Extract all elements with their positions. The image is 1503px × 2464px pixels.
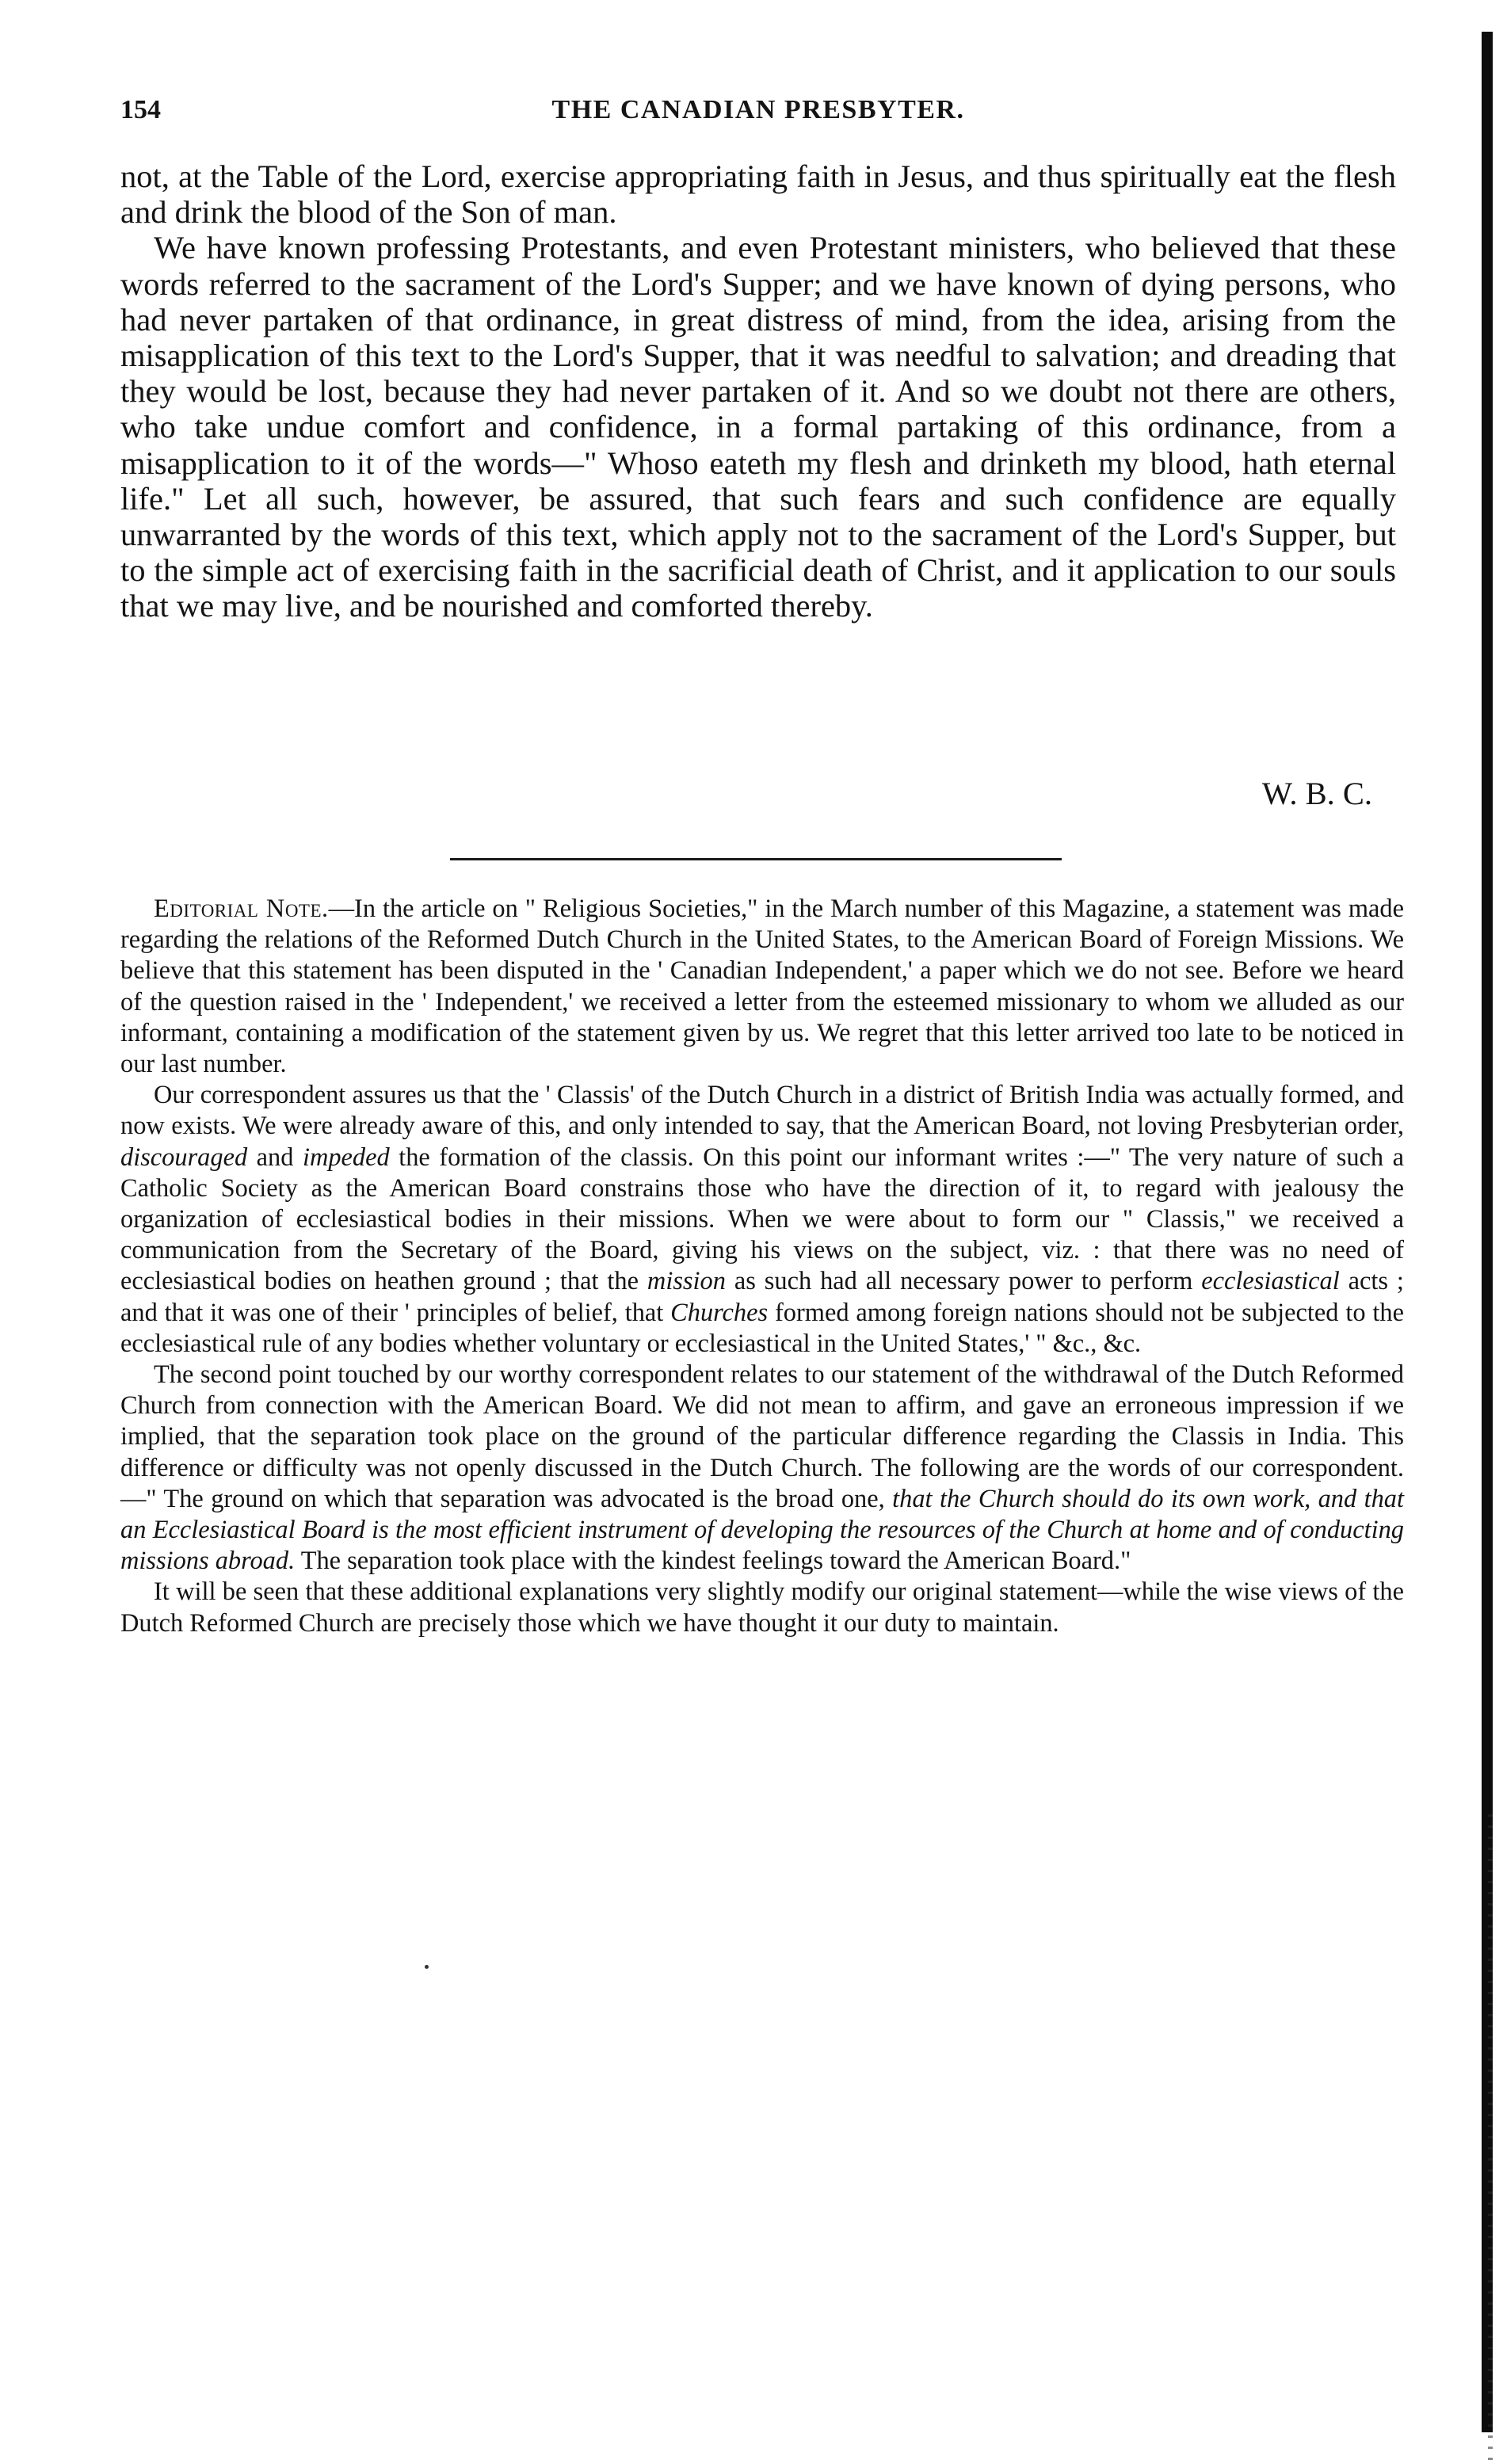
running-header: [120, 95, 1396, 135]
note-italic: impeded: [302, 1142, 390, 1172]
note-text: The separation took place with the kindest feelings toward the American Board.": [300, 1547, 1131, 1576]
note-italic: ecclesiastical: [1201, 1267, 1340, 1296]
note-paragraph-2: [120, 1080, 1404, 1360]
note-italic: discouraged: [120, 1142, 248, 1172]
author-signature: W. B. C.: [1261, 776, 1372, 811]
note-text: the formation of the classis. On this point our informant writes :—" The very nature of such a Catholic Society as the American Board constrains those who have the direction of it, to regard with jealousy the organization of ecclesiastical bodies in their missions. When we were about to form our " Classis," we received a communication from the Secretary of the Board, giving his views on the subject, viz. : that there was no need of ecclesiastical bodies on heathen ground ; that the: [120, 1142, 1404, 1296]
running-title: THE CANADIAN PRESBYTER.: [551, 95, 965, 124]
page-number: 154: [120, 95, 161, 124]
note-paragraph-1: [120, 894, 1404, 1080]
note-paragraph-4: It will be seen that these additional explanations very slightly modify our original statement—while the wise views of the Dutch Reformed Church are precisely those which we have thought it our duty to maintain.: [120, 1577, 1404, 1638]
note-text: formed among foreign nations should not be subjected to the ecclesiastical rule of any bodies whether voluntary or ecclesiastical in the United States,' " &c., &c.: [120, 1298, 1404, 1358]
print-speck: [425, 1965, 429, 1969]
section-divider: [450, 858, 1062, 860]
note-italic: mission: [647, 1267, 726, 1296]
note-heading: Editorial Note.: [154, 894, 329, 923]
note-text: Our correspondent assures us that the ' Classis' of the Dutch Church in a district of British India was actually formed, and now exists. We were already aware of this, and only intended to say, that the American Board, not loving Presbyterian order,: [120, 1081, 1404, 1141]
article-body: [120, 158, 1396, 624]
page-binding-edge: [1482, 32, 1493, 2432]
note-text: as such had all necessary power to perform: [734, 1267, 1193, 1296]
note-paragraph-1-text: —In the article on " Religious Societies," in the March number of this Magazine, a statement was made regarding the relations of the Reformed Dutch Church in the United States, to the American Board of Foreign Missions. We believe that this statement has been disputed in the ' Canadian Independent,' a paper which we do not see. Before we heard of the question raised in the ' Independent,' we received a letter from the esteemed missionary to whom we alluded as our informant, containing a modification of the statement given by us. We regret that this letter arrived too late to be noticed in our last number.: [120, 894, 1404, 1079]
note-paragraph-3: [120, 1360, 1404, 1577]
note-text: The second point touched by our worthy correspondent relates to our statement of the withdrawal of the Dutch Reformed Church from connection with the American Board. We did not mean to affirm, and gave an erroneous impression if we implied, that the separation took place on the ground of the particular difference regarding the Classis in India. This difference or difficulty was not openly discussed in the Dutch Church. The following are the words of our correspondent. —" The ground on which that separation was advocated is the broad one,: [120, 1360, 1404, 1513]
article-paragraph-2: We have known professing Protestants, and even Protestant ministers, who believed that these words referred to the sacrament of the Lord's Supper; and we have known of dying persons, who had never partaken of that ordinance, in great distress of mind, from the idea, arising from the misapplication of this text to the Lord's Supper, that it was needful to salvation; and dreading that they would be lost, because they had never partaken of it. And so we doubt not there are others, who take undue comfort and confidence, in a formal partaking of this ordinance, from a misapplication to it of the words—" Whoso eateth my flesh and drinketh my blood, hath eternal life." Let all such, however, be assured, that such fears and such confidence are equally unwarranted by the words of this text, which apply not to the sacrament of the Lord's Supper, but to the simple act of exercising faith in the sacrificial death of Christ, and it application to our souls that we may live, and be nourished and comforted thereby.: [120, 230, 1396, 624]
note-italic: that the Church should do its own work, and that an Ecclesiastical Board is the most efficient instrument of developing the resources of the Church at home and of conducting missions abroad.: [120, 1484, 1404, 1576]
note-text: acts ; and that it was one of their ' principles of belief, that: [120, 1267, 1404, 1327]
binding-texture: [1488, 1814, 1493, 2464]
note-italic: Churches: [670, 1298, 769, 1327]
note-text: and: [256, 1142, 294, 1172]
editorial-note: [120, 894, 1404, 1639]
article-paragraph-1: not, at the Table of the Lord, exercise appropriating faith in Jesus, and thus spiritually eat the flesh and drink the blood of the Son of man.: [120, 158, 1396, 231]
